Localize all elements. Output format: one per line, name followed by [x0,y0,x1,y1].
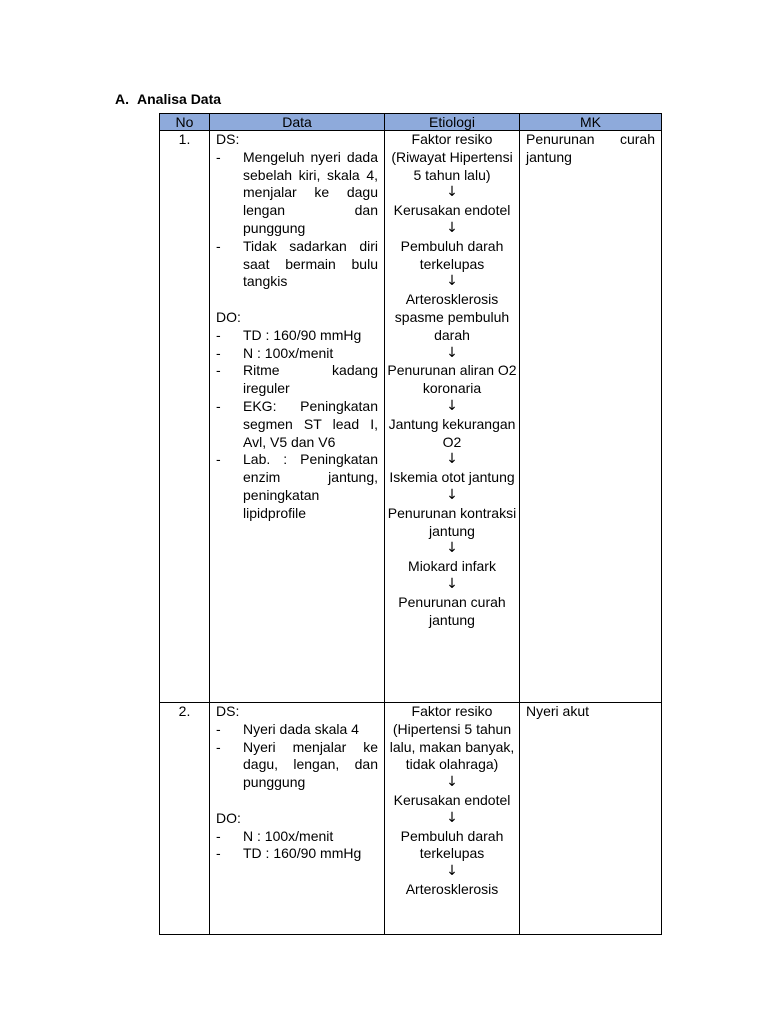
list-item [216,451,378,522]
list-item [216,149,378,238]
do-label: DO: [216,809,241,826]
etiologi-step: Arterosklerosis [405,880,499,897]
header-mk: MK [520,114,662,131]
dash-bullet: - [216,827,221,844]
ds-item: Nyeri menjalar ke dagu, lengan, dan punggung [243,738,378,791]
dash-bullet: - [216,720,221,737]
ds-item: Nyeri dada skala 4 [243,720,359,737]
down-arrow-icon: ↓ [446,809,458,826]
table-header-row [160,114,662,131]
dash-bullet: - [216,845,221,862]
list-item [216,739,378,792]
etiologi-step: Arterosklerosis spasme pembuluh darah [394,291,510,343]
dash-bullet: - [216,397,221,414]
etiologi-cell [385,703,520,935]
etiologi-step: Penurunan aliran O2 koronaria [387,362,517,397]
mk-diagnosis: Nyeri akut [526,703,590,719]
table-row [160,703,662,935]
list-item [216,828,378,846]
mk-cell [520,703,662,935]
header-etiologi: Etiologi [385,114,520,131]
list-item [216,362,378,398]
list-item [216,238,378,291]
row-number-cell [160,703,210,935]
down-arrow-icon: ↓ [446,540,458,557]
do-item: EKG: Peningkatan segmen ST lead I, Avl, V5 dan V6 [243,397,378,450]
etiologi-cell [385,131,520,703]
etiologi-step: Kerusakan endotel [393,202,511,219]
dash-bullet: - [216,237,221,254]
etiologi-step: Pembuluh darah terkelupas [400,237,504,272]
list-item [216,845,378,863]
spacer [216,792,378,810]
down-arrow-icon: ↓ [446,774,458,791]
etiologi-step: Miokard infark [408,558,496,575]
down-arrow-icon: ↓ [446,451,458,468]
down-arrow-icon: ↓ [446,397,458,414]
do-item: N : 100x/menit [243,344,334,361]
spacer [216,291,378,309]
row-number: 1. [178,131,191,147]
down-arrow-icon: ↓ [446,344,458,361]
ds-label: DS: [216,131,240,147]
list-item [216,721,378,739]
header-no: No [160,114,210,131]
etiologi-step: Iskemia otot jantung [389,469,515,486]
list-item [216,345,378,363]
do-item: N : 100x/menit [243,827,334,844]
do-item: TD : 160/90 mmHg [243,845,362,862]
dash-bullet: - [216,738,221,755]
down-arrow-icon: ↓ [446,863,458,880]
section-number: A. [115,91,129,107]
data-cell [210,131,385,703]
etiologi-step: Kerusakan endotel [393,791,511,808]
etiologi-step: Pembuluh darah terkelupas [400,827,504,862]
do-item: Ritme kadang ireguler [243,362,378,397]
dash-bullet: - [216,326,221,343]
etiologi-step: Penurunan curah jantung [398,593,506,628]
section-heading [115,91,221,107]
etiologi-step: Jantung kekurangan O2 [388,415,516,450]
ds-label: DS: [216,703,240,719]
down-arrow-icon: ↓ [446,575,458,592]
down-arrow-icon: ↓ [446,486,458,503]
section-title: Analisa Data [137,91,222,107]
dash-bullet: - [216,451,221,468]
row-number-cell [160,131,210,703]
header-data: Data [210,114,385,131]
mk-cell [520,131,662,703]
do-item: TD : 160/90 mmHg [243,326,362,343]
mk-diagnosis: Penurunan curah jantung [526,131,655,165]
data-cell [210,703,385,935]
dash-bullet: - [216,344,221,361]
etiologi-step: Faktor resiko (Hipertensi 5 tahun lalu, makan banyak, tidak olahraga) [389,703,515,773]
do-label: DO: [216,308,241,325]
dash-bullet: - [216,362,221,379]
ds-item: Tidak sadarkan diri saat bermain bulu tangkis [243,237,378,290]
down-arrow-icon: ↓ [446,273,458,290]
down-arrow-icon: ↓ [446,184,458,201]
ds-item: Mengeluh nyeri dada sebelah kiri, skala 4, menjalar ke dagu lengan dan punggung [243,148,378,236]
down-arrow-icon: ↓ [446,219,458,236]
list-item [216,398,378,451]
etiologi-step: Penurunan kontraksi jantung [387,504,517,539]
table-row [160,131,662,703]
analysis-table [159,113,662,935]
etiologi-step: Faktor resiko (Riwayat Hipertensi 5 tahun lalu) [391,131,513,183]
row-number: 2. [178,703,191,719]
list-item [216,327,378,345]
dash-bullet: - [216,148,221,165]
do-item: Lab. : Peningkatan enzim jantung, peningkatan lipidprofile [243,451,378,521]
